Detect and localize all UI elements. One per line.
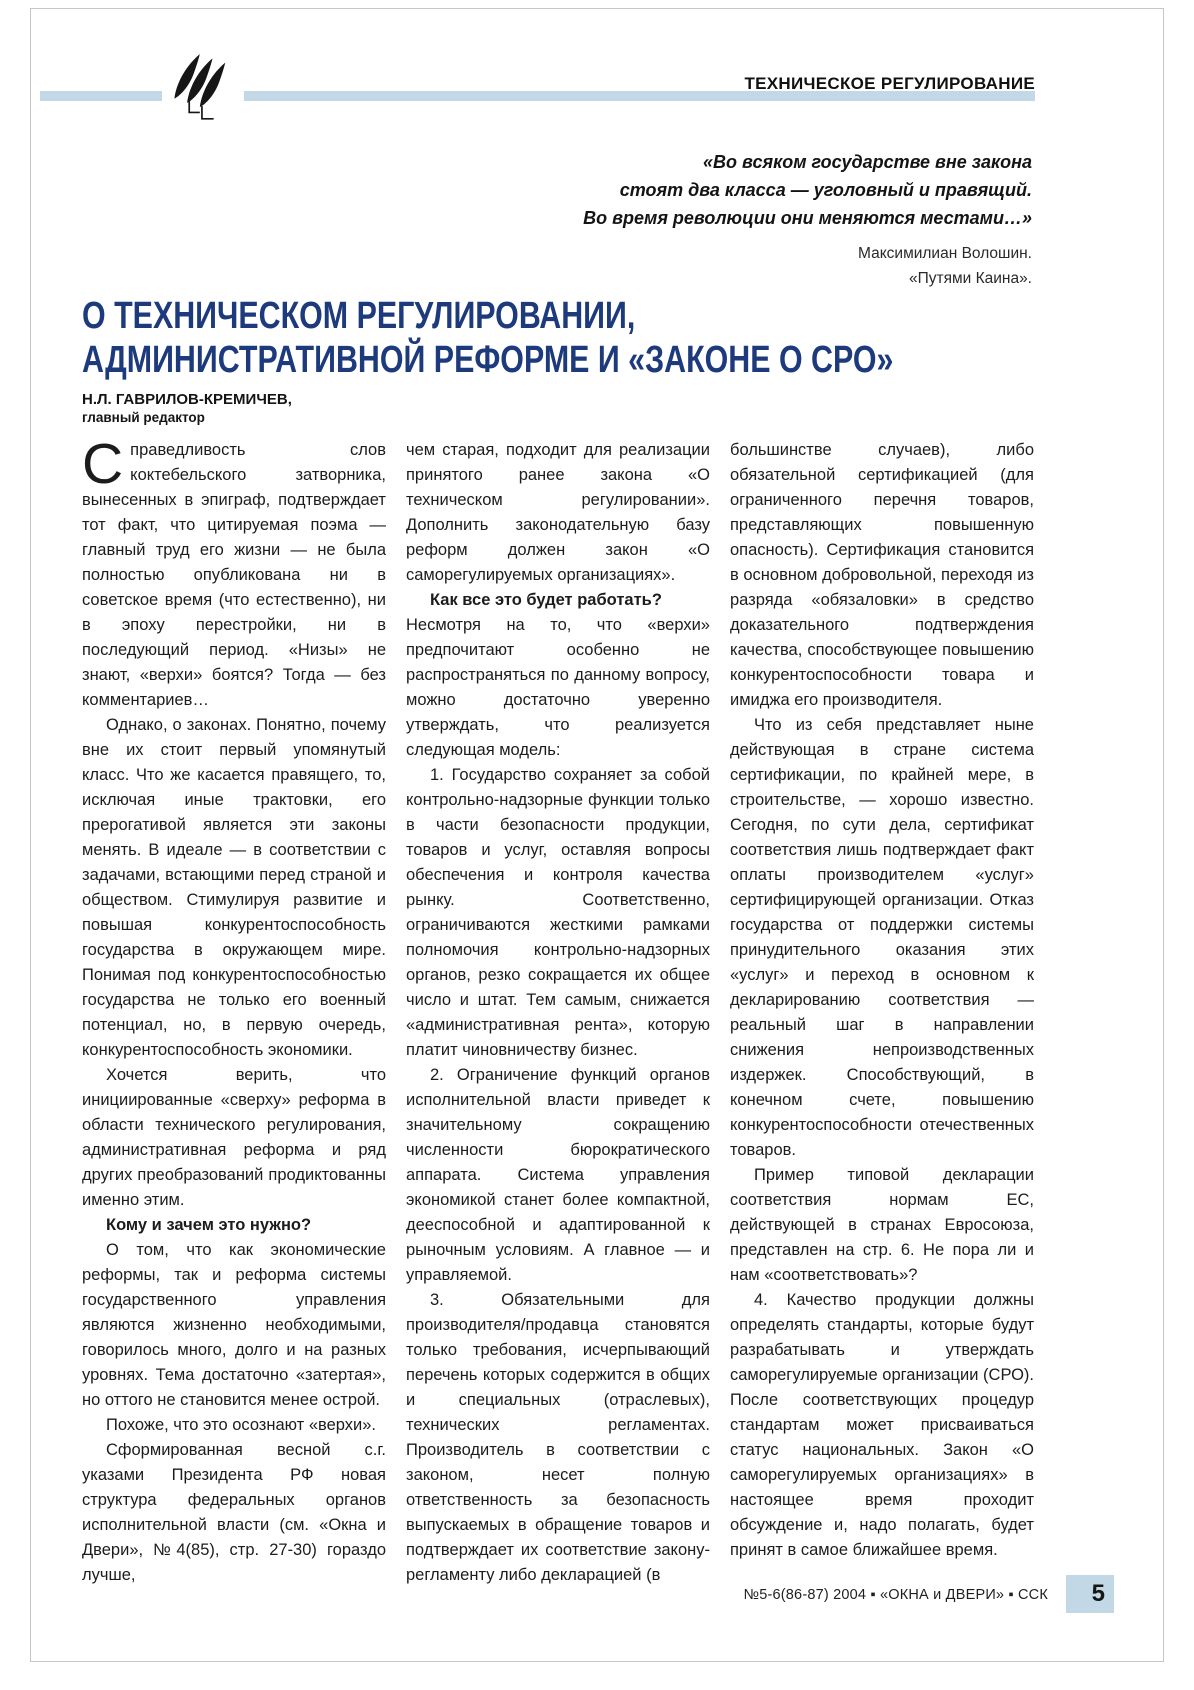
leaf-logo-icon [168, 52, 238, 122]
paragraph: чем старая, подходит для реализации принятого ранее закона «О техническом регулировании». Дополнить законодательную базу реформ должен закон «О саморегулируемых организациях». [406, 441, 710, 584]
byline [82, 390, 292, 427]
paragraph: Несмотря на то, что «верхи» предпочитают особенно не распространяться по данному вопросу, можно достаточно уверенно утверждать, что реализуется следующая модель: [406, 616, 710, 759]
article-title [82, 294, 893, 382]
author-role: главный редактор [82, 410, 205, 425]
paragraph: Хочется верить, что инициированные «сверху» реформа в области технического регулирования, административная реформа и ряд других преобразований продиктованны именно этим. [82, 1066, 386, 1209]
footer-issue-line: №5-6(86-87) 2004 ▪ «ОКНА и ДВЕРИ» ▪ ССК [743, 1587, 1048, 1603]
epigraph-attribution: «Путями Каина». [908, 270, 1032, 287]
paragraph: Что из себя представляет ныне действующая в стране система сертификации, по крайней мере, в строительстве, — хорошо известно. Сегодня, по сути дела, сертификат соответствия лишь подтверждает факт оплаты производителем «услуг» сертифицирующей организации. Отказ государства от поддержки системы принудительного оказания этих «услуг» и переход в основном к декларированию соответствия — реальный шаг в направлении снижения непроизводственных издержек. Способствующий, в конечном счете, повышению конкурентоспособности отечественных товаров. [730, 716, 1034, 1159]
page-number: 5 [1091, 1580, 1105, 1607]
article-title-line: АДМИНИСТРАТИВНОЙ РЕФОРМЕ И «ЗАКОНЕ О СРО» [82, 339, 894, 381]
page-number-badge [1066, 1575, 1114, 1613]
paragraph: большинстве случаев), либо обязательной сертификацией (для ограниченного перечня товаров, представляющих повышенную опасность). Сертификация становится в основном добровольной, переходя из разряда «обязаловки» в средство доказательного подтверждения качества, способствующее повышению конкурентоспособности товара и имиджа его производителя. [730, 441, 1034, 709]
epigraph [583, 148, 1032, 291]
article-title-line: О ТЕХНИЧЕСКОМ РЕГУЛИРОВАНИИ, [82, 295, 636, 337]
publisher-logo [162, 52, 244, 126]
paragraph: 3. Обязательными для производителя/продавца становятся только требования, исчерпывающий перечень которых содержится в общих и специальных (отраслевых), технических регламентах. Производитель в соответствии с законом, несет полную ответственность за безопасность выпускаемых в обращение товаров и подтверждает их соответствие закону-регламенту либо декларацией (в [406, 1291, 710, 1584]
epigraph-line: «Во всяком государстве вне закона [703, 152, 1032, 172]
paragraph: Пример типовой декларации соответствия нормам ЕС, действующей в странах Евросоюза, представлен на стр. 6. Не пора ли и нам «соответствовать»? [730, 1166, 1034, 1284]
subhead: Кому и зачем это нужно? [106, 1216, 312, 1234]
text-column-1 [82, 432, 386, 1588]
paragraph [82, 432, 386, 713]
author-name: Н.Л. ГАВРИЛОВ-КРЕМИЧЕВ, [82, 391, 292, 408]
text-column-3 [730, 438, 1034, 1588]
paragraph: Похоже, что это осознают «верхи». [106, 1416, 376, 1434]
paragraph: 2. Ограничение функций органов исполнительной власти приведет к значительному сокращению численности бюрократического аппарата. Система управления экономикой станет более компактной, дееспособной и адаптированной к рыночным условиям. А главное — и управляемой. [406, 1066, 710, 1284]
subhead: Как все это будет работать? [430, 591, 662, 609]
paragraph: Однако, о законах. Понятно, почему вне их стоит первый упомянутый класс. Что же касается правящего, то, исключая иные трактовки, его прерогативой является эти законы менять. В идеале — в соответствии с задачами, встающими перед страной и обществом. Стимулируя развитие и повышая конкурентоспособность государства в окружающем мире. Понимая под конкурентоспособностью государства не только его военный потенциал, но, в первую очередь, конкурентоспособность экономики. [82, 716, 386, 1059]
section-header: ТЕХНИЧЕСКОЕ РЕГУЛИРОВАНИЕ [744, 74, 1035, 93]
paragraph: О том, что как экономические реформы, так и реформа системы государственного управления являются жизненно необходимыми, говорилось много, долго и на разных уровнях. Тема достаточно «затертая», но оттого не становится менее острой. [82, 1241, 386, 1409]
epigraph-line: стоят два класса — уголовный и правящий. [619, 180, 1032, 200]
paragraph: 4. Качество продукции должны определять стандарты, которые будут разрабатывать и утверждать саморегулируемые организации (СРО). После соответствующих процедур стандартам может присваиваться статус национальных. Закон «О саморегулируемых организациях» в настоящее время проходит обсуждение и, надо полагать, будет принят в самое ближайшее время. [730, 1291, 1034, 1559]
paragraph: Сформированная весной с.г. указами Президента РФ новая структура федеральных органов исполнительной власти (см. «Окна и Двери», №4(85), стр. 27-30) гораздо лучше, [82, 1441, 386, 1584]
epigraph-line: Во время революции они меняются местами…» [583, 208, 1032, 228]
epigraph-attribution: Максимилиан Волошин. [858, 245, 1032, 262]
article-body [82, 432, 1034, 1588]
paragraph: 1. Государство сохраняет за собой контрольно-надзорные функции только в части безопасности продукции, товаров и услуг, оставляя вопросы обеспечения и контроля качества рынку. Соответственно, ограничиваются жесткими рамками полномочия контрольно-надзорных органов, резко сокращается их общее число и штат. Тем самым, снижается «административная рента», которую платит чиновничеству бизнес. [406, 766, 710, 1059]
drop-cap: С [82, 432, 124, 496]
text-column-2 [406, 438, 710, 1588]
paragraph-text: праведливость слов коктебельского затворника, вынесенных в эпиграф, подтверждает тот факт, что цитируемая поэма — главный труд его жизни — не была полностью опубликована ни в советское время (что естественно), ни в эпоху перестройки, ни в последующий период. «Низы» не знают, «верхи» боятся? Тогда — без комментариев… [82, 441, 386, 709]
